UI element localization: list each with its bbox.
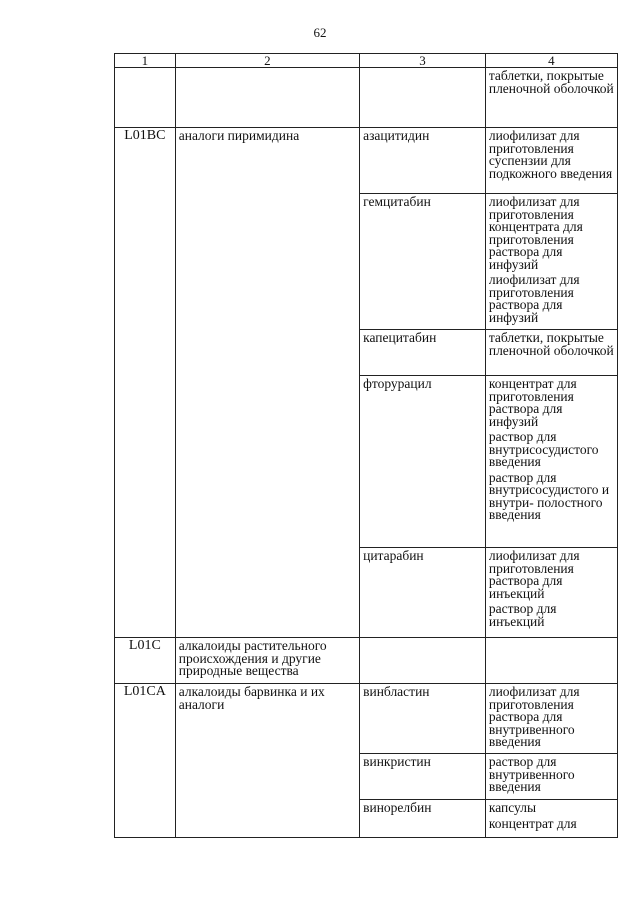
- page-number: 62: [313, 25, 327, 40]
- column-header-3: 3: [360, 54, 486, 68]
- atc-code-cell: [115, 68, 176, 128]
- form-cell: [485, 330, 617, 376]
- table-row: [115, 128, 618, 194]
- dosage-form: лиофилизат для приготовления раствора для инъекций: [488, 548, 580, 601]
- table-header-row: [115, 54, 618, 68]
- atc-code-cell: L01BC: [115, 128, 176, 638]
- form-cell: [485, 548, 617, 638]
- dosage-form: раствор для инъекций: [488, 601, 557, 629]
- dosage-form: таблетки, покрытые пленочной оболочкой: [488, 68, 614, 96]
- dosage-form: раствор для внутривенного введения: [488, 754, 575, 794]
- form-cell: [485, 128, 617, 194]
- form-cell: [485, 800, 617, 838]
- column-header-2: 2: [175, 54, 359, 68]
- form-cell: [485, 754, 617, 800]
- dosage-form: лиофилизат для приготовления концентрата для приготовления раствора для инфузий: [488, 194, 583, 272]
- drug-cell: [360, 638, 486, 684]
- drug-cell: цитарабин: [360, 548, 486, 638]
- drug-cell: капецитабин: [360, 330, 486, 376]
- dosage-form: лиофилизат для приготовления раствора для внутривенного введения: [488, 684, 580, 749]
- table-row: [115, 684, 618, 754]
- form-cell: [485, 684, 617, 754]
- form-cell: [485, 638, 617, 684]
- group-cell: алкалоиды барвинка и их аналоги: [175, 684, 359, 838]
- drug-cell: азацитидин: [360, 128, 486, 194]
- drug-cell: винкристин: [360, 754, 486, 800]
- form-cell: [485, 376, 617, 548]
- dosage-form: капсулы: [488, 800, 537, 815]
- atc-code-cell: L01C: [115, 638, 176, 684]
- dosage-form: таблетки, покрытые пленочной оболочкой: [488, 330, 614, 358]
- drug-table: [114, 53, 618, 838]
- table-row: [115, 638, 618, 684]
- dosage-form: лиофилизат для приготовления суспензии для подкожного введения: [488, 128, 613, 181]
- drug-cell: винорелбин: [360, 800, 486, 838]
- dosage-form: раствор для внутрисосудистого введения: [488, 429, 599, 469]
- column-header-4: 4: [485, 54, 617, 68]
- group-cell: [175, 68, 359, 128]
- group-cell: алкалоиды растительного происхождения и другие природные вещества: [175, 638, 359, 684]
- table-row: [115, 68, 618, 128]
- dosage-form: концентрат для: [488, 815, 577, 831]
- group-cell: аналоги пиримидина: [175, 128, 359, 638]
- dosage-form: раствор для внутрисосудистого и внутри- полостного введения: [488, 469, 610, 522]
- drug-cell: гемцитабин: [360, 194, 486, 330]
- form-cell: [485, 68, 617, 128]
- form-cell: [485, 194, 617, 330]
- drug-cell: фторурацил: [360, 376, 486, 548]
- drug-cell: винбластин: [360, 684, 486, 754]
- atc-code-cell: L01CA: [115, 684, 176, 838]
- drug-cell: [360, 68, 486, 128]
- dosage-form: концентрат для приготовления раствора для инфузий: [488, 376, 577, 429]
- column-header-1: 1: [115, 54, 176, 68]
- dosage-form: лиофилизат для приготовления раствора для инфузий: [488, 272, 580, 325]
